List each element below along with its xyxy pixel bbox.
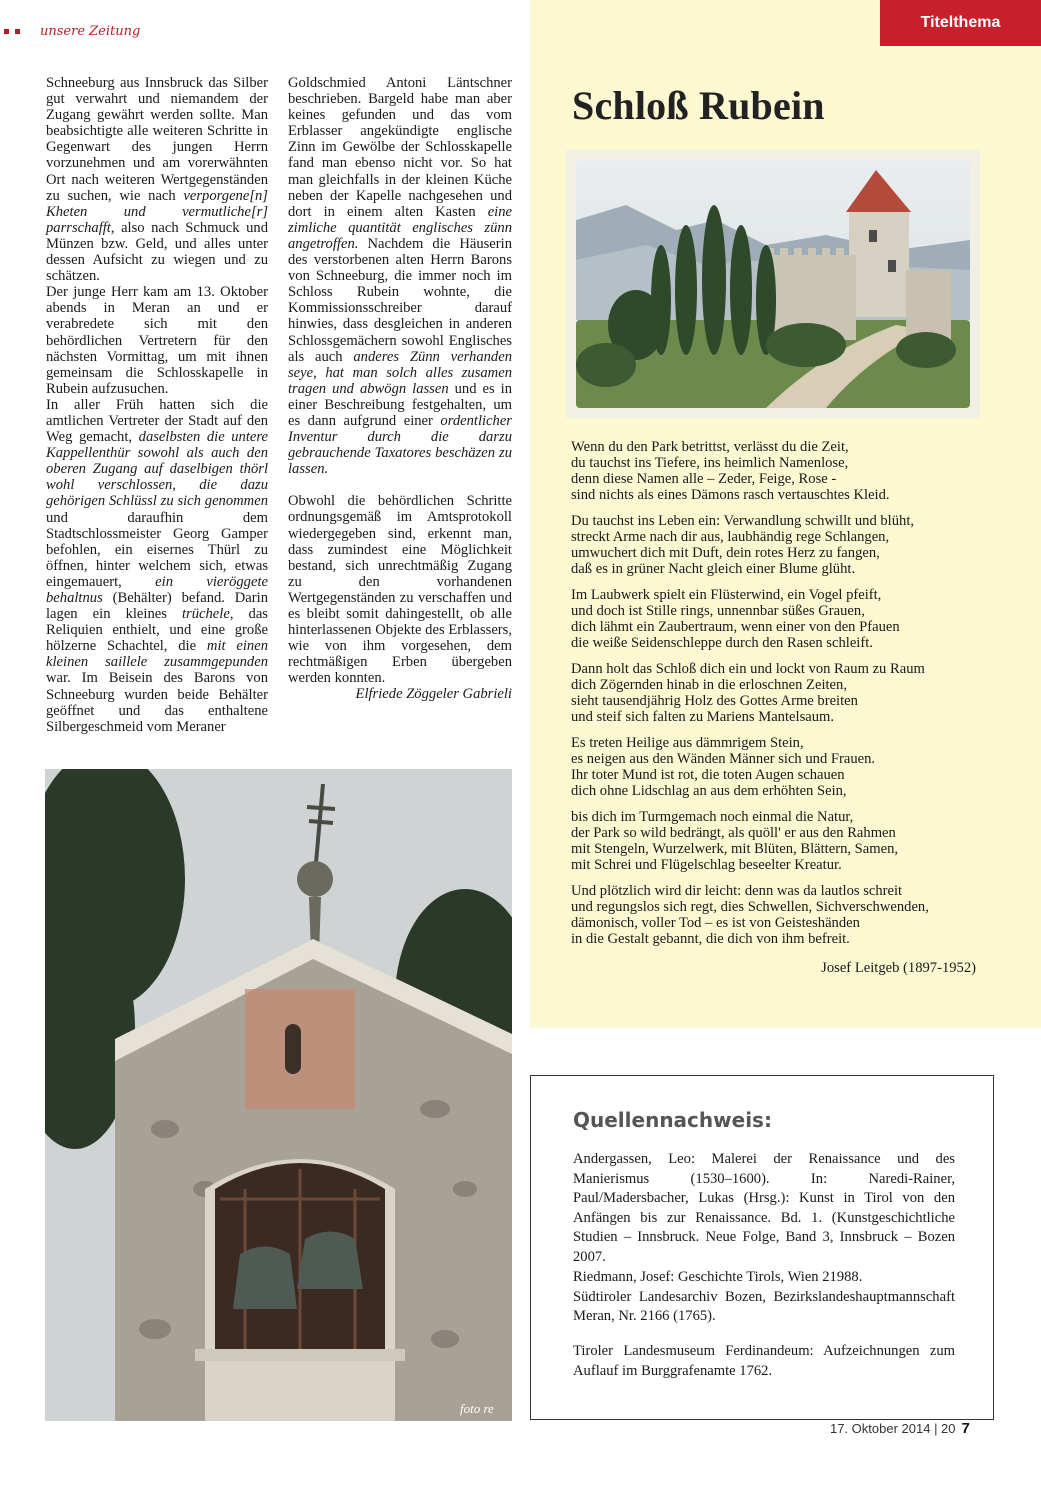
page-number: 7 xyxy=(961,1420,970,1437)
castle-postcard-image xyxy=(566,150,980,418)
author-signature: Elfriede Zöggeler Gabrieli xyxy=(355,686,512,703)
text-run: (Behälter) befand. Darin lagen ein kleines xyxy=(46,590,268,623)
photo-credit: foto re xyxy=(460,1401,494,1416)
brand-logo: unsere Zeitung xyxy=(40,24,141,39)
masthead xyxy=(4,24,140,39)
text-run: Schneeburg aus Innsbruck das Silber gut verwahrt und niemandem der Zugang gewährt werden sollte. Man beabsichtigte alle weiteren Schritte in Gegenwart des jungen Herrn vorzunehmen und am vorerwähnten Ort nach weiteren Wertgegenständen zu suchen, wie nach xyxy=(46,75,268,204)
source-entry: Riedmann, Josef: Geschichte Tirols, Wien 21988. Südtiroler Landesarchiv Bozen, Bezirkslandeshauptmannschaft Meran, Nr. 2166 (1765). xyxy=(573,1269,955,1325)
paragraph xyxy=(46,397,268,735)
text-run: Goldschmied Antoni Läntschner beschrieben. Bargeld habe man aber keines gefunden und das vom Erblasser angekündigte englische Zinn im Gewölbe der Schlosskapelle fand man ebenso nicht vor. So hat man gleichfalls in der kleinen Küche neben der Kapelle nachgesehen und dort in einem alten Kasten xyxy=(288,75,512,220)
text-run: , das Reliquien enthielt, und eine große hölzerne Schachtel, die xyxy=(46,606,268,655)
text-run: In aller Früh hatten sich die amtlichen Vertreter der Stadt auf den Weg gemacht, xyxy=(46,396,268,446)
text-run: Der junge Herr kam am 13. Oktober abends in Meran an und er verabredete sich mit den behördlichen Vertretern für den nächsten Vormittag, um mit ihnen gemeinsam die Schlosskapelle in Rubein aufzusuchen. xyxy=(46,284,268,397)
poem-stanza: Du tauchst ins Leben ein: Verwandlung schwillt und blüht, streckt Arme nach dir aus, laubhändig rege Schlangen, umwuchert dich mit Duft, dein rotes Herz zu fangen, daß es in grüner Nacht gleich einer Blume glüht. xyxy=(571,513,915,577)
section-tag: Titelthema xyxy=(880,0,1041,46)
italic-quote: daselbsten die untere Kappellenthür sowohl als auch den oberen Zugang auf daselbigen thörl wohl verschlossen, die dazu gehörigen Schlüssl zu sich genommen xyxy=(46,429,268,510)
poem-stanza: Und plötzlich wird dir leicht: denn was da lautlos schreit und regungslos sich regt, dies Schwellen, Sichverschwenden, dämonisch, voller Tod – es ist von Geisteshänden in die Gestalt gebannt, die dich von ihm befreit. xyxy=(571,883,929,947)
italic-quote: anderes Zünn verhanden seye, hat man solch alles zusamen tragen und abwögn lassen xyxy=(288,348,512,397)
source-entry: Tiroler Landesmuseum Ferdinandeum: Aufzeichnungen zum Auflauf im Burggrafenamte 1762. xyxy=(573,1343,955,1379)
italic-quote: trüchele xyxy=(181,606,230,623)
article-column-2 xyxy=(288,75,512,703)
text-run: war. Im Beisein des Barons von Schneeburg wurden beide Behälter geöffnet und das enthaltene Silbergeschmeid vom Meraner xyxy=(46,670,268,735)
paragraph xyxy=(46,284,268,397)
paragraph xyxy=(288,493,512,686)
article-column-1 xyxy=(46,75,268,735)
sources-title: Quellennachweis: xyxy=(573,1108,772,1132)
headline: Schloß Rubein xyxy=(572,83,825,128)
masthead-square-icon xyxy=(4,29,9,34)
source-entry: Andergassen, Leo: Malerei der Renaissance und des Manierismus (1530–1600). In: Naredi-Rainer, Paul/Madersbacher, Lukas (Hrsg.): Kunst in Tirol von den Anfängen bis zur Renaissance. Bd. 1. (Kunstgeschichtliche Studien – Innsbruck. Neue Folge, Band 3, Innsbruck – Bozen 2007. xyxy=(573,1151,955,1265)
poem-stanza: Dann holt das Schloß dich ein und lockt von Raum zu Raum dich Zögernden hinab in die erloschnen Zeiten, sieht tausendjährig Holz des Gottes Arme breiten und steif sich falten zu Mariens Mantelsaum. xyxy=(571,661,925,725)
text-run: also nach Schmuck und Münzen bzw. Geld, und alles unter dessen Aufsicht zu wiegen und zu schätzen. xyxy=(46,219,268,285)
text-run: und daraufhin dem Stadtschlossmeister Georg Gamper befohlen, ein eisernes Thürl zu öffnen, hinter welchem sich, etwas eingemauert, xyxy=(46,509,268,590)
issue-date: 17. Oktober 2014 | 20 xyxy=(830,1421,956,1436)
italic-quote: ein vieröggete behaltnus xyxy=(46,573,268,606)
text-run: und es in einer Beschreibung festgehalten, um es dann aufgrund einer xyxy=(288,380,512,429)
poem-stanza: Wenn du den Park betrittst, verlässt du die Zeit, du tauchst ins Tiefere, ins heimlich Namenlose, denn diese Namen alle – Zeder, Feige, Rose - sind nichts als eines Dämons rasch vertauschtes Kleid. xyxy=(571,439,890,503)
text-run: Nachdem die Häuserin des verstorbenen alten Herrn Barons von Schneeburg, die immer noch im Schloss Rubein wohnte, die Kommissionsschreiber darauf hinwies, dass desgleichen in anderen Schlossgemächern sowohl Englisches als auch xyxy=(288,235,512,365)
sources-box xyxy=(530,1075,994,1420)
poem-stanza: Im Laubwerk spielt ein Flüsterwind, ein Vogel pfeift, und doch ist Stille rings, unnennbar süßes Grauen, dich lähmt ein Zaubertraum, wenn einer von den Pfauen die weiße Seidenschleppe durch den Rasen schleift. xyxy=(571,587,900,651)
poem-stanza: Es treten Heilige aus dämmrigem Stein, es neigen aus den Wänden Männer sich und Frauen. Ihr toter Mund ist rot, die toten Augen schauen dich ohne Lidschlag an aus dem erhöhten Sein, xyxy=(571,735,876,799)
italic-quote: eine zimliche quantität englisches zünn angetroffen. xyxy=(288,203,512,252)
poem xyxy=(571,439,971,957)
paragraph xyxy=(288,75,512,477)
poem-stanza: bis dich im Turmgemach noch einmal die Natur, der Park so wild bedrängt, als quöll' er aus den Rahmen mit Stengeln, Wurzelwerk, mit Blüten, Blättern, Samen, mit Schrei und Flügelschlag beseelter Kreatur. xyxy=(571,809,899,873)
poem-author: Josef Leitgeb (1897-1952) xyxy=(821,960,976,976)
italic-quote: mit einen kleinen saillele zusammgepunden xyxy=(46,638,268,671)
italic-quote: verporgene[n] Kheten und vermutliche[r] parrschafft, xyxy=(46,187,268,236)
italic-quote: ordentlicher Inventur durch die darzu gebrauchende Taxatores beschäzen zu lassen. xyxy=(288,412,512,478)
page-footer xyxy=(830,1420,970,1437)
paragraph xyxy=(46,75,268,284)
chapel-bell-photo xyxy=(45,769,512,1421)
masthead-square-icon xyxy=(15,29,20,34)
text-run: Obwohl die behördlichen Schritte ordnungsgemäß im Amtsprotokoll wiedergegeben sind, erkennt man, dass zumindest eine Möglichkeit bestand, sich unrechtmäßig Zugang zu den vorhandenen Wertgegenständen zu verschaffen und es bleibt somit dahingestellt, ob alle hinterlassenen Objekte des Erblassers, wie von ihm vorgesehen, dem rechtmäßigen Erben übergeben werden konnten. xyxy=(288,493,512,687)
